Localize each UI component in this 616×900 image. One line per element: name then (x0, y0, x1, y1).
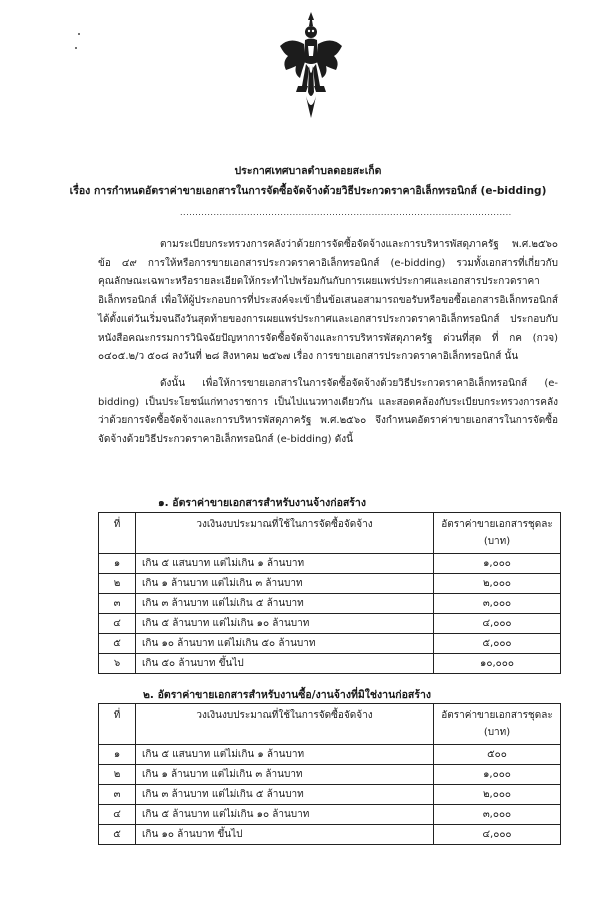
row-range: เกิน ๓ ล้านบาท แต่ไม่เกิน ๕ ล้านบาท (136, 594, 434, 614)
scan-speck (75, 47, 77, 49)
row-range: เกิน ๕ ล้านบาท แต่ไม่เกิน ๑๐ ล้านบาท (136, 805, 434, 825)
table-header-row (99, 513, 561, 554)
rate-table-construction (98, 512, 561, 674)
row-price: ๒,๐๐๐ (434, 574, 561, 594)
row-price: ๔,๐๐๐ (434, 825, 561, 845)
row-range: เกิน ๕ แสนบาท แต่ไม่เกิน ๑ ล้านบาท (136, 554, 434, 574)
row-no: ๖ (99, 654, 136, 674)
row-range: เกิน ๑๐ ล้านบาท ขึ้นไป (136, 825, 434, 845)
row-range: เกิน ๑๐ ล้านบาท แต่ไม่เกิน ๕๐ ล้านบาท (136, 634, 434, 654)
header-no: ที่ (99, 704, 136, 745)
row-range: เกิน ๑ ล้านบาท แต่ไม่เกิน ๓ ล้านบาท (136, 765, 434, 785)
table-row (99, 574, 561, 594)
row-price: ๑,๐๐๐ (434, 554, 561, 574)
row-price: ๕๐๐ (434, 745, 561, 765)
row-range: เกิน ๕ แสนบาท แต่ไม่เกิน ๑ ล้านบาท (136, 745, 434, 765)
body-paragraph-2: ดังนั้น เพื่อให้การขายเอกสารในการจัดซื้อจัดจ้างด้วยวิธีประกวดราคาอิเล็กทรอนิกส์ (e-bidding) เป็นประโยชน์แก่ทางราชการ เป็นไปแนวทางเดียวกัน และสอดคล้องกับระเบียบกระทรวงการคลังว่าด้วยการจัดซื้อจัดจ้างและการบริหารพัสดุภาครัฐ พ.ศ.๒๕๖๐ จึงกำหนดอัตราค่าขายเอกสารในการจัดซื้อจัดจ้างด้วยวิธีประกวดราคาอิเล็กทรอนิกส์ (e-bidding) ดังนี้ (98, 378, 558, 446)
row-price: ๑๐,๐๐๐ (434, 654, 561, 674)
row-no: ๑ (99, 554, 136, 574)
row-price: ๑,๐๐๐ (434, 765, 561, 785)
row-no: ๕ (99, 634, 136, 654)
row-no: ๑ (99, 745, 136, 765)
row-no: ๔ (99, 614, 136, 634)
header-price (434, 704, 561, 745)
row-no: ๕ (99, 825, 136, 845)
header-price-label: อัตราค่าขายเอกสารชุดละ (441, 710, 553, 721)
document-subject: เรื่อง การกำหนดอัตราค่าขายเอกสารในการจัดซื้อจัดจ้างด้วยวิธีประกวดราคาอิเล็กทรอนิกส์ (e-bidding) (69, 185, 547, 197)
header-price-label: อัตราค่าขายเอกสารชุดละ (441, 519, 553, 530)
title-divider: ............................................................................................................. (180, 208, 512, 217)
body-paragraph-1: ตามระเบียบกระทรวงการคลังว่าด้วยการจัดซื้อจัดจ้างและการบริหารพัสดุภาครัฐ พ.ศ.๒๕๖๐ ข้อ ๔๙ การให้หรือการขายเอกสารประกวดราคาอิเล็กทรอนิกส์ (e-bidding) รวมทั้งเอกสารที่เกี่ยวกับคุณลักษณะเฉพาะหรือรายละเอียดให้กระทำไปพร้อมกันกับการเผยแพร่ประกาศและเอกสารประกวดราคาอิเล็กทรอนิกส์ เพื่อให้ผู้ประกอบการที่ประสงค์จะเข้ายื่นข้อเสนอสามารถขอรับหรือขอซื้อเอกสารอิเล็กทรอนิกส์ได้ตั้งแต่วันเริ่มจนถึงวันสุดท้ายของการเผยแพร่ประกาศและเอกสารประกวดราคาอิเล็กทรอนิกส์ ประกอบกับหนังสือคณะกรรมการวินิจฉัยปัญหาการจัดซื้อจัดจ้างและการบริหารพัสดุภาครัฐ ด่วนที่สุด ที่ กค (กวจ) ๐๔๐๕.๒/ว ๕๐๘ ลงวันที่ ๒๘ สิงหาคม ๒๕๖๗ เรื่อง การขายเอกสารประกวดราคาอิเล็กทรอนิกส์ นั้น (98, 239, 558, 363)
row-price: ๒,๐๐๐ (434, 785, 561, 805)
header-price (434, 513, 561, 554)
table-row (99, 554, 561, 574)
row-no: ๒ (99, 765, 136, 785)
row-range: เกิน ๓ ล้านบาท แต่ไม่เกิน ๕ ล้านบาท (136, 785, 434, 805)
table-row (99, 654, 561, 674)
row-no: ๓ (99, 594, 136, 614)
header-no: ที่ (99, 513, 136, 554)
scan-speck (78, 33, 80, 35)
row-no: ๒ (99, 574, 136, 594)
row-range: เกิน ๕๐ ล้านบาท ขึ้นไป (136, 654, 434, 674)
row-price: ๕,๐๐๐ (434, 634, 561, 654)
table-row (99, 785, 561, 805)
table-row (99, 765, 561, 785)
document-title: ประกาศเทศบาลตำบลดอยสะเก็ด (234, 165, 382, 177)
section-1-heading: ๑. อัตราค่าขายเอกสารสำหรับงานจ้างก่อสร้าง (158, 497, 366, 509)
table-header-row (99, 704, 561, 745)
header-price-unit: (บาท) (483, 727, 511, 738)
row-range: เกิน ๑ ล้านบาท แต่ไม่เกิน ๓ ล้านบาท (136, 574, 434, 594)
header-budget-range: วงเงินงบประมาณที่ใช้ในการจัดซื้อจัดจ้าง (136, 513, 434, 554)
table-row (99, 745, 561, 765)
table-row (99, 634, 561, 654)
table-row (99, 805, 561, 825)
header-budget-range: วงเงินงบประมาณที่ใช้ในการจัดซื้อจัดจ้าง (136, 704, 434, 745)
row-range: เกิน ๕ ล้านบาท แต่ไม่เกิน ๑๐ ล้านบาท (136, 614, 434, 634)
rate-table-purchase (98, 703, 561, 845)
row-no: ๓ (99, 785, 136, 805)
row-price: ๔,๐๐๐ (434, 614, 561, 634)
row-price: ๓,๐๐๐ (434, 805, 561, 825)
header-price-unit: (บาท) (483, 536, 511, 547)
table-row (99, 614, 561, 634)
table-row (99, 825, 561, 845)
section-2-heading: ๒. อัตราค่าขายเอกสารสำหรับงานซื้อ/งานจ้างที่มิใช่งานก่อสร้าง (143, 689, 431, 701)
table-row (99, 594, 561, 614)
row-price: ๓,๐๐๐ (434, 594, 561, 614)
garuda-emblem (278, 10, 344, 122)
row-no: ๔ (99, 805, 136, 825)
